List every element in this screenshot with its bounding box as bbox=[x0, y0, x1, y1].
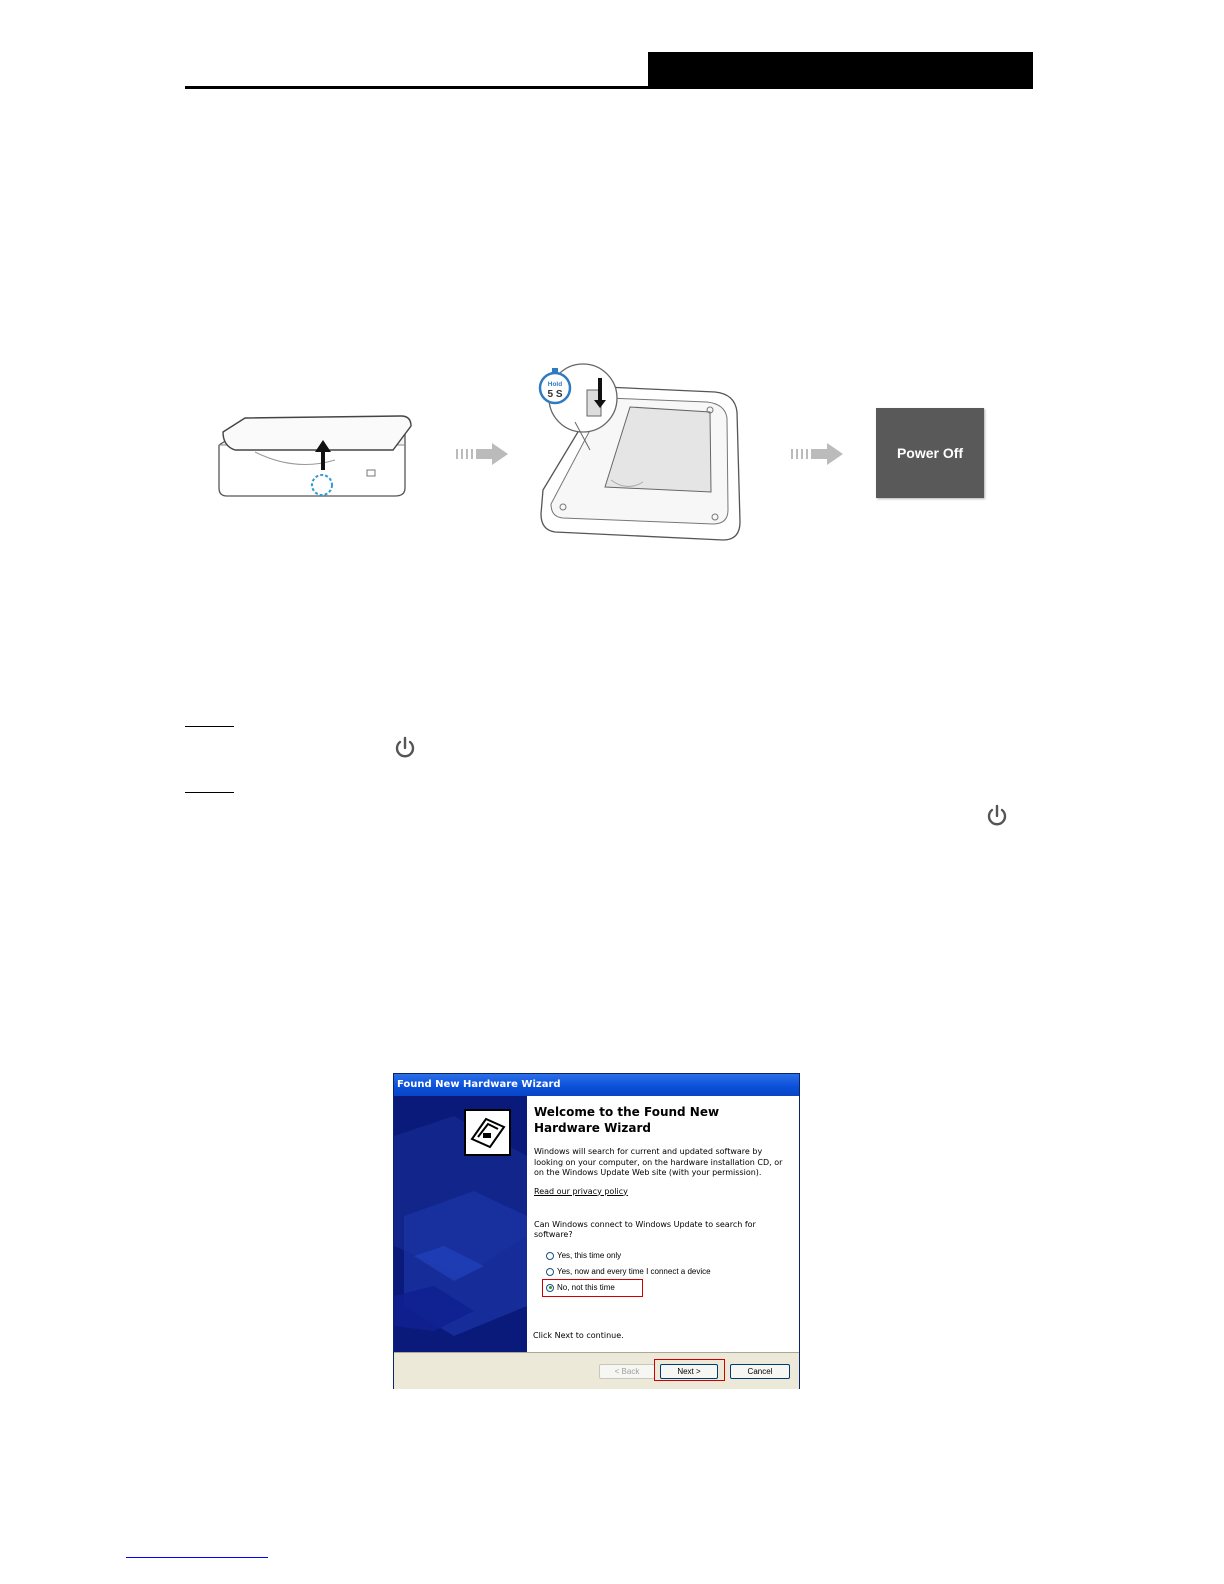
wizard-question: Can Windows connect to Windows Update to search for software? bbox=[534, 1219, 756, 1239]
hardware-icon bbox=[464, 1109, 511, 1156]
wizard-content bbox=[534, 1104, 792, 1241]
wizard-heading-line: Welcome to the Found New bbox=[534, 1105, 720, 1119]
continue-text: Click Next to continue. bbox=[533, 1331, 624, 1340]
header-bar bbox=[648, 52, 1033, 89]
radio-label: No, not this time bbox=[557, 1283, 615, 1292]
next-highlight-box bbox=[654, 1359, 725, 1381]
radio-button[interactable] bbox=[546, 1252, 554, 1260]
radio-option[interactable] bbox=[546, 1267, 711, 1276]
step-arrow-icon bbox=[456, 443, 508, 465]
power-icon bbox=[984, 803, 1010, 829]
step-arrow-icon bbox=[791, 443, 843, 465]
hold-seconds-label: 5 S bbox=[547, 389, 563, 400]
header-rule bbox=[185, 86, 1033, 89]
note-heading-underline bbox=[185, 726, 234, 727]
radio-option[interactable] bbox=[546, 1251, 621, 1260]
wizard-intro-text: Windows will search for current and updated software by looking on your computer, on the hardware installation CD, or on the Windows Update Web site (with your permission). bbox=[534, 1147, 783, 1177]
option-highlight-box bbox=[542, 1279, 643, 1297]
wizard-heading-line: Hardware Wizard bbox=[534, 1121, 652, 1135]
radio-label: Yes, this time only bbox=[557, 1251, 622, 1260]
footer-link-underline bbox=[126, 1557, 268, 1558]
back-button[interactable]: < Back bbox=[599, 1364, 655, 1379]
wizard-title: Found New Hardware Wizard bbox=[397, 1079, 561, 1090]
cancel-button[interactable]: Cancel bbox=[730, 1364, 790, 1379]
hardware-wizard-dialog bbox=[393, 1073, 800, 1389]
device-reset-illustration bbox=[535, 362, 750, 547]
privacy-policy-link[interactable]: Read our privacy policy bbox=[534, 1186, 628, 1196]
power-off-screen bbox=[876, 408, 984, 498]
device-cover-illustration bbox=[215, 410, 415, 510]
next-button[interactable]: Next > bbox=[660, 1364, 718, 1379]
note-heading-underline bbox=[185, 792, 234, 793]
wizard-heading bbox=[534, 1104, 792, 1136]
power-off-label: Power Off bbox=[896, 445, 964, 461]
radio-label: Yes, now and every time I connect a device bbox=[557, 1267, 711, 1276]
radio-button[interactable] bbox=[546, 1268, 554, 1276]
wizard-title-bar bbox=[394, 1074, 799, 1096]
wizard-side-panel bbox=[394, 1096, 527, 1352]
power-icon bbox=[392, 735, 418, 761]
hold-label: Hold bbox=[547, 381, 563, 388]
